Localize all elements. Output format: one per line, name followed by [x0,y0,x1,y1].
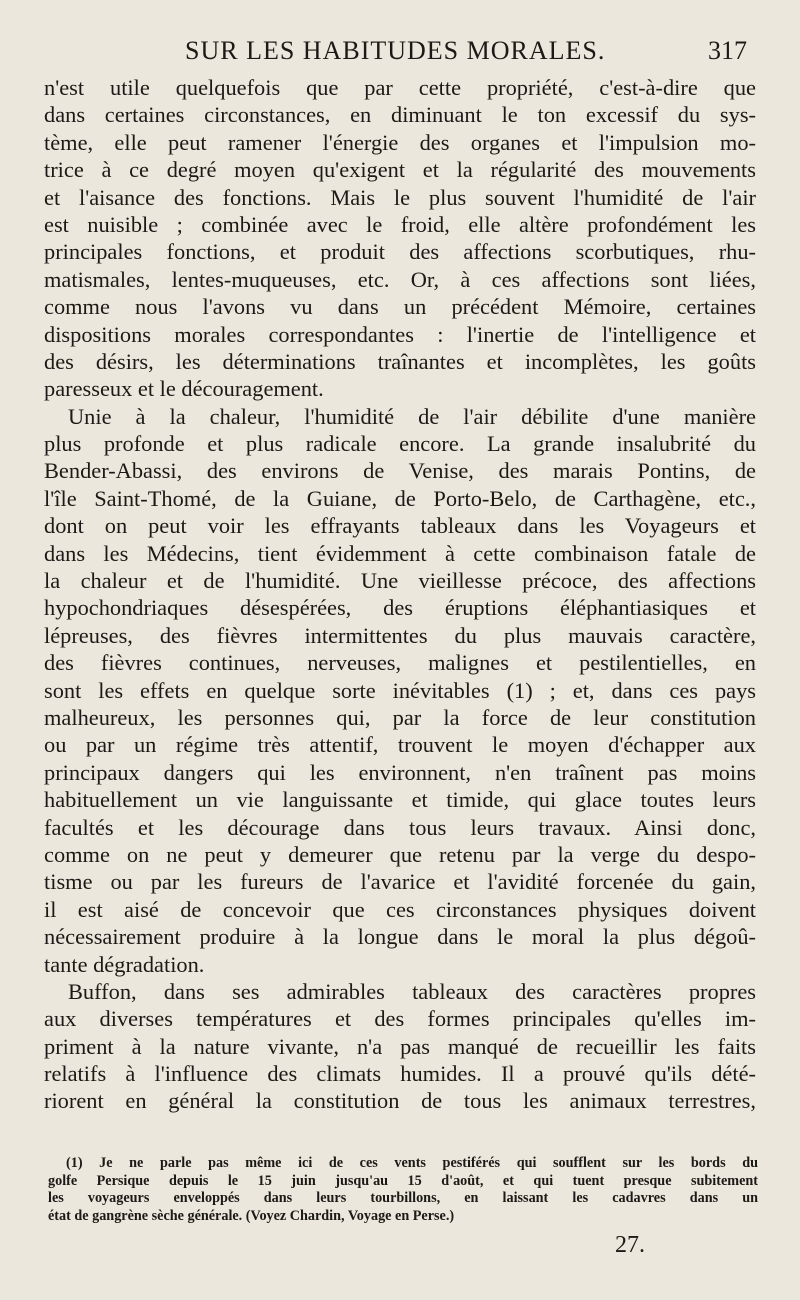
footnote-line: les voyageurs enveloppés dans leurs tourbillons, en laissant les cadavres dans un [48,1190,758,1207]
text-line: relatifs à l'influence des climats humides. Il a prouvé qu'ils dété- [44,1061,756,1087]
text-line: ou par un régime très attentif, trouvent le moyen d'échapper aux [44,732,756,758]
paragraph-start-line: Unie à la chaleur, l'humidité de l'air débilite d'une manière [68,403,756,429]
signature-mark: 27. [615,1232,645,1258]
text-line: est nuisible ; combinée avec le froid, elle altère profondément les [44,211,756,237]
text-line: aux diverses températures et des formes principales qu'elles im- [44,1006,756,1032]
footnotes [48,1155,758,1225]
text-line: paresseux et le découragement. [44,376,324,402]
text-line: facultés et les décourage dans tous leurs travaux. Ainsi donc, [44,814,756,840]
page-header [0,36,800,70]
running-head: SUR LES HABITUDES MORALES. [185,36,606,65]
text-line: matismales, lentes-muqueuses, etc. Or, à ces affections sont liées, [44,266,756,292]
text-line: principales fonctions, et produit des affections scorbutiques, rhu- [44,239,756,265]
text-line: sont les effets en quelque sorte inévitables (1) ; et, dans ces pays [44,677,756,703]
footnote-line: golfe Persique depuis le 15 juin jusqu'au 15 d'août, et qui tuent presque subitement [48,1172,758,1189]
text-line: nécessairement produire à la longue dans le moral la plus dégoû- [44,924,756,950]
text-line: priment à la nature vivante, n'a pas manqué de recueillir les faits [44,1033,756,1059]
text-line: tisme ou par les fureurs de l'avarice et l'avidité forcenée du gain, [44,869,756,895]
text-line: trice à ce degré moyen qu'exigent et la régularité des mouvements [44,157,756,183]
text-line: comme on ne peut y demeurer que retenu par la verge du despo- [44,841,756,867]
text-line: des désirs, les déterminations traînantes et incomplètes, les goûts [44,348,756,374]
text-line: des fièvres continues, nerveuses, malignes et pestilentielles, en [44,650,756,676]
text-line: n'est utile quelquefois que par cette propriété, c'est-à-dire que [44,75,756,100]
text-line: et l'aisance des fonctions. Mais le plus souvent l'humidité de l'air [44,184,756,210]
text-line: l'île Saint-Thomé, de la Guiane, de Porto-Belo, de Carthagène, etc., [44,485,756,511]
text-line: tante dégradation. [44,951,205,977]
text-line: comme nous l'avons vu dans un précédent Mémoire, certaines [44,294,756,320]
text-line: il est aisé de concevoir que ces circonstances physiques doivent [44,896,756,922]
text-line: la chaleur et de l'humidité. Une vieillesse précoce, des affections [44,568,756,594]
text-line: tème, elle peut ramener l'énergie des organes et l'impulsion mo- [44,129,756,155]
text-line: habituellement un vie languissante et timide, qui glace toutes leurs [44,787,756,813]
text-line: principaux dangers qui les environnent, n'en traînent pas moins [44,759,756,785]
body-text [44,74,756,1115]
text-line: Bender-Abassi, des environs de Venise, des marais Pontins, de [44,458,756,484]
footnote-line: (1) Je ne parle pas même ici de ces vents pestiférés qui soufflent sur les bords du [66,1155,758,1171]
text-line: malheureux, les personnes qui, par la force de leur constitution [44,704,756,730]
text-line: lépreuses, des fièvres intermittentes du plus mauvais caractère, [44,622,756,648]
text-line: dans certaines circonstances, en diminuant le ton excessif du sys- [44,102,756,128]
page-number: 317 [708,36,747,65]
paragraph-start-line: Buffon, dans ses admirables tableaux des caractères propres [68,978,756,1004]
text-line: riorent en général la constitution de tous les animaux terrestres, [44,1088,756,1114]
text-line: plus profonde et plus radicale encore. La grande insalubrité du [44,431,756,457]
text-line: dispositions morales correspondantes : l'inertie de l'intelligence et [44,321,756,347]
text-line: dans les Médecins, tient évidemment à cette combinaison fatale de [44,540,756,566]
text-line: dont on peut voir les effrayants tableaux dans les Voyageurs et [44,513,756,539]
text-line: hypochondriaques désespérées, des éruptions éléphantiasiques et [44,595,756,621]
footnote-line: état de gangrène sèche générale. (Voyez Chardin, Voyage en Perse.) [48,1207,455,1224]
